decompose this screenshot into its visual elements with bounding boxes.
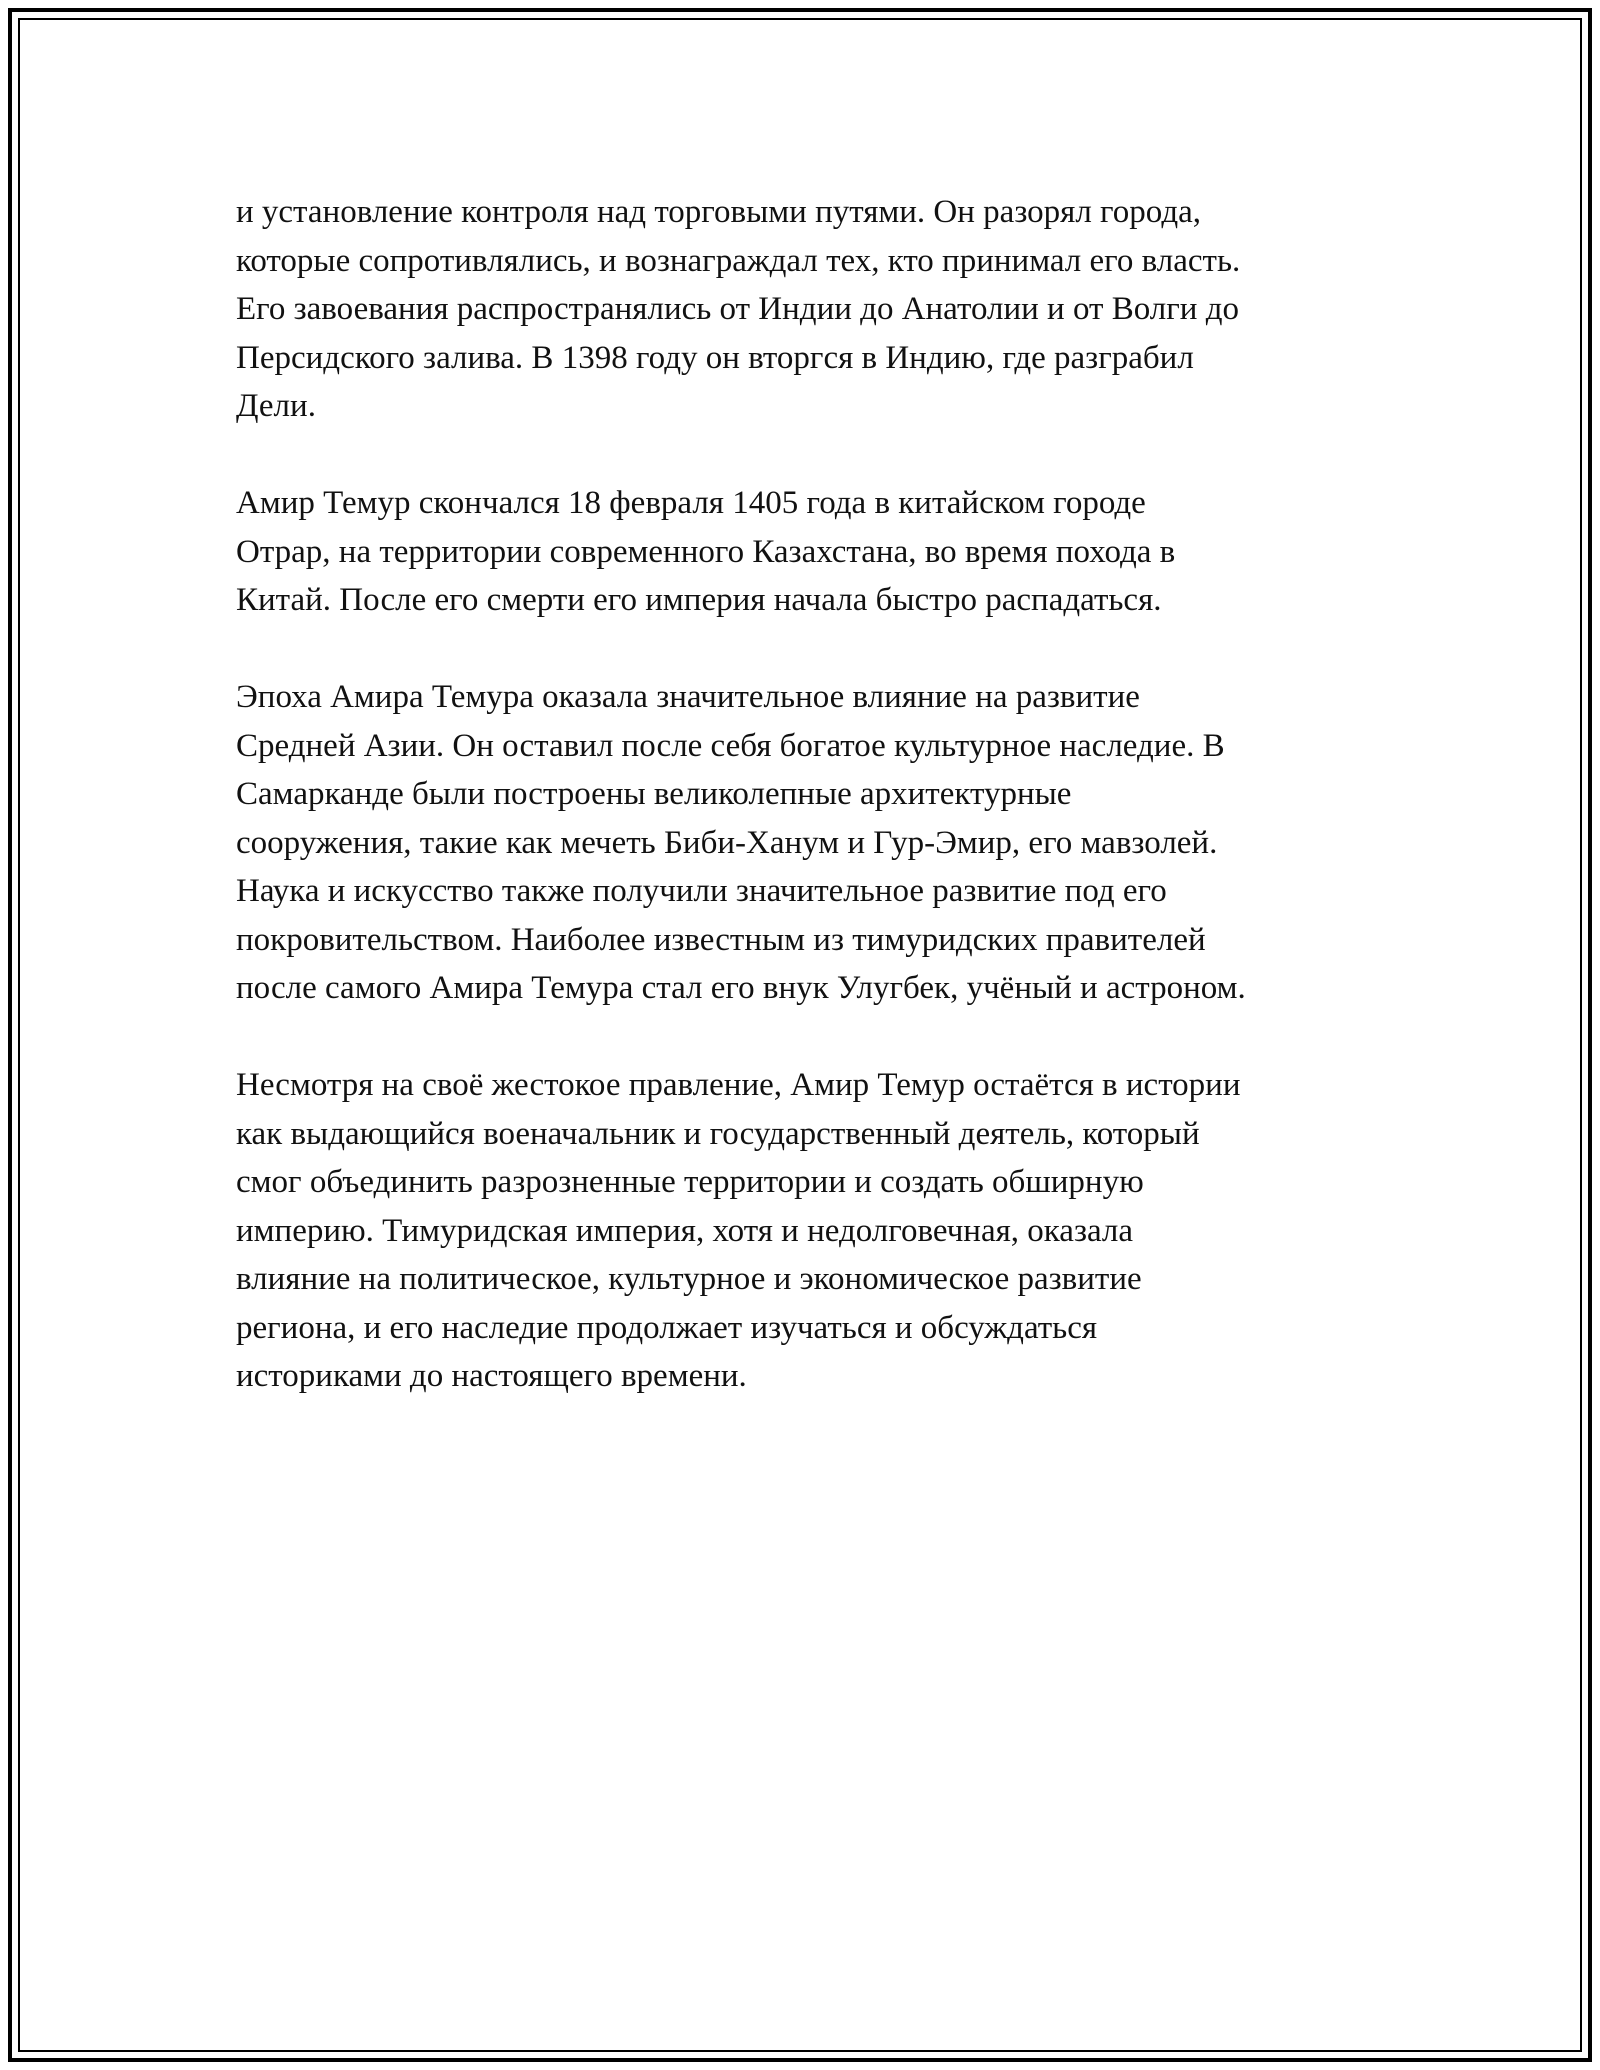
text-line: как выдающийся военачальник и государственный деятель, который — [236, 1115, 1200, 1152]
text-line: сооружения, такие как мечеть Биби-Ханум и Гур-Эмир, его мавзолей. — [236, 824, 1218, 861]
document-body — [236, 188, 1386, 1449]
text-line: и установление контроля над торговыми путями. Он разорял города, — [236, 194, 1202, 230]
paragraph-1 — [236, 188, 1386, 431]
paragraph-4 — [236, 1061, 1386, 1401]
text-line: историками до настоящего времени. — [236, 1358, 747, 1394]
text-line: региона, и его наследие продолжает изучаться и обсуждаться — [236, 1309, 1098, 1346]
text-line: которые сопротивлялись, и вознаграждал тех, кто принимал его власть. — [236, 242, 1241, 279]
text-line: Средней Азии. Он оставил после себя богатое культурное наследие. В — [236, 727, 1225, 764]
paragraph-2 — [236, 479, 1386, 625]
paragraph-3 — [236, 673, 1386, 1013]
text-line: покровительством. Наиболее известным из тимуридских правителей — [236, 921, 1206, 958]
text-line: империю. Тимуридская империя, хотя и недолговечная, оказала — [236, 1212, 1134, 1249]
text-line: Наука и искусство также получили значительное развитие под его — [236, 873, 1167, 909]
text-line: Амир Темур скончался 18 февраля 1405 года в китайском городе — [236, 485, 1146, 521]
text-line: Самарканде были построены великолепные архитектурные — [236, 776, 1072, 812]
text-line: Китай. После его смерти его империя начала быстро распадаться. — [236, 582, 1162, 618]
text-line: Несмотря на своё жестокое правление, Амир Темур остаётся в истории — [236, 1067, 1241, 1103]
text-line: Дели. — [236, 388, 316, 424]
text-line: после самого Амира Темура стал его внук Улугбек, учёный и астроном. — [236, 970, 1246, 1006]
text-line: Отрар, на территории современного Казахстана, во время похода в — [236, 533, 1176, 570]
text-line: Его завоевания распространялись от Индии до Анатолии и от Волги до — [236, 291, 1239, 327]
text-line: Эпоха Амира Темура оказала значительное влияние на развитие — [236, 679, 1140, 715]
text-line: смог объединить разрозненные территории и создать обширную — [236, 1164, 1144, 1200]
text-line: Персидского залива. В 1398 году он вторгся в Индию, где разграбил — [236, 339, 1194, 376]
text-line: влияние на политическое, культурное и экономическое развитие — [236, 1261, 1142, 1297]
